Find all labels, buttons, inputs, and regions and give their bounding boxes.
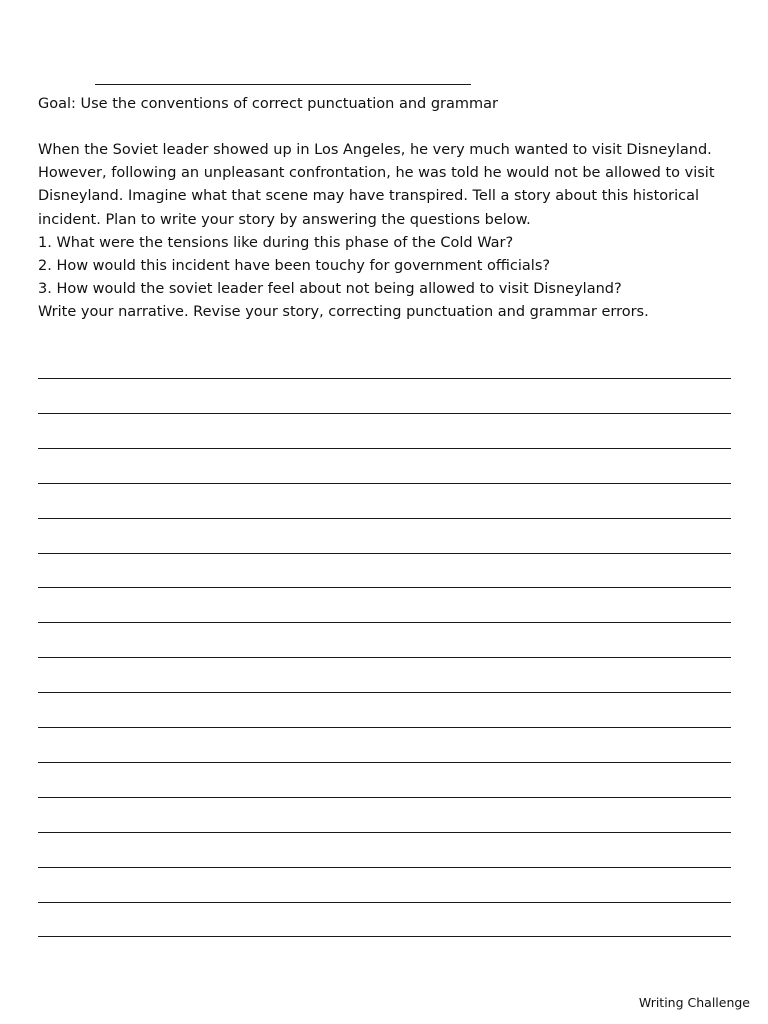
instructions-block bbox=[38, 139, 738, 325]
writing-line[interactable] bbox=[38, 413, 731, 414]
writing-line[interactable] bbox=[38, 448, 731, 449]
writing-line[interactable] bbox=[38, 797, 731, 798]
writing-line[interactable] bbox=[38, 483, 731, 484]
writing-line[interactable] bbox=[38, 867, 731, 868]
writing-line[interactable] bbox=[38, 727, 731, 728]
writing-line[interactable] bbox=[38, 553, 731, 554]
footer-label: Writing Challenge bbox=[638, 995, 750, 1010]
writing-line[interactable] bbox=[38, 622, 731, 623]
instruction-line: When the Soviet leader showed up in Los Angeles, he very much wanted to visit Disneyland. bbox=[38, 142, 712, 158]
title-blank-line bbox=[95, 84, 471, 85]
question-1: 1. What were the tensions like during this phase of the Cold War? bbox=[38, 234, 514, 251]
goal-statement: Goal: Use the conventions of correct punctuation and grammar bbox=[38, 96, 498, 112]
writing-line[interactable] bbox=[38, 692, 731, 693]
writing-line[interactable] bbox=[38, 657, 731, 658]
writing-line[interactable] bbox=[38, 378, 731, 379]
writing-line[interactable] bbox=[38, 936, 731, 937]
writing-line[interactable] bbox=[38, 587, 731, 588]
closing-instruction: Write your narrative. Revise your story, correcting punctuation and grammar errors. bbox=[38, 304, 649, 321]
question-3: 3. How would the soviet leader feel about not being allowed to visit Disneyland? bbox=[38, 281, 622, 298]
instruction-line: Disneyland. Imagine what that scene may have transpired. Tell a story about this historical bbox=[38, 188, 699, 205]
writing-line[interactable] bbox=[38, 902, 731, 903]
writing-line[interactable] bbox=[38, 832, 731, 833]
instruction-line: However, following an unpleasant confrontation, he was told he would not be allowed to visit bbox=[38, 165, 715, 182]
question-2: 2. How would this incident have been touchy for government officials? bbox=[38, 258, 551, 275]
instruction-line: incident. Plan to write your story by answering the questions below. bbox=[38, 211, 531, 228]
writing-line[interactable] bbox=[38, 762, 731, 763]
writing-line[interactable] bbox=[38, 518, 731, 519]
